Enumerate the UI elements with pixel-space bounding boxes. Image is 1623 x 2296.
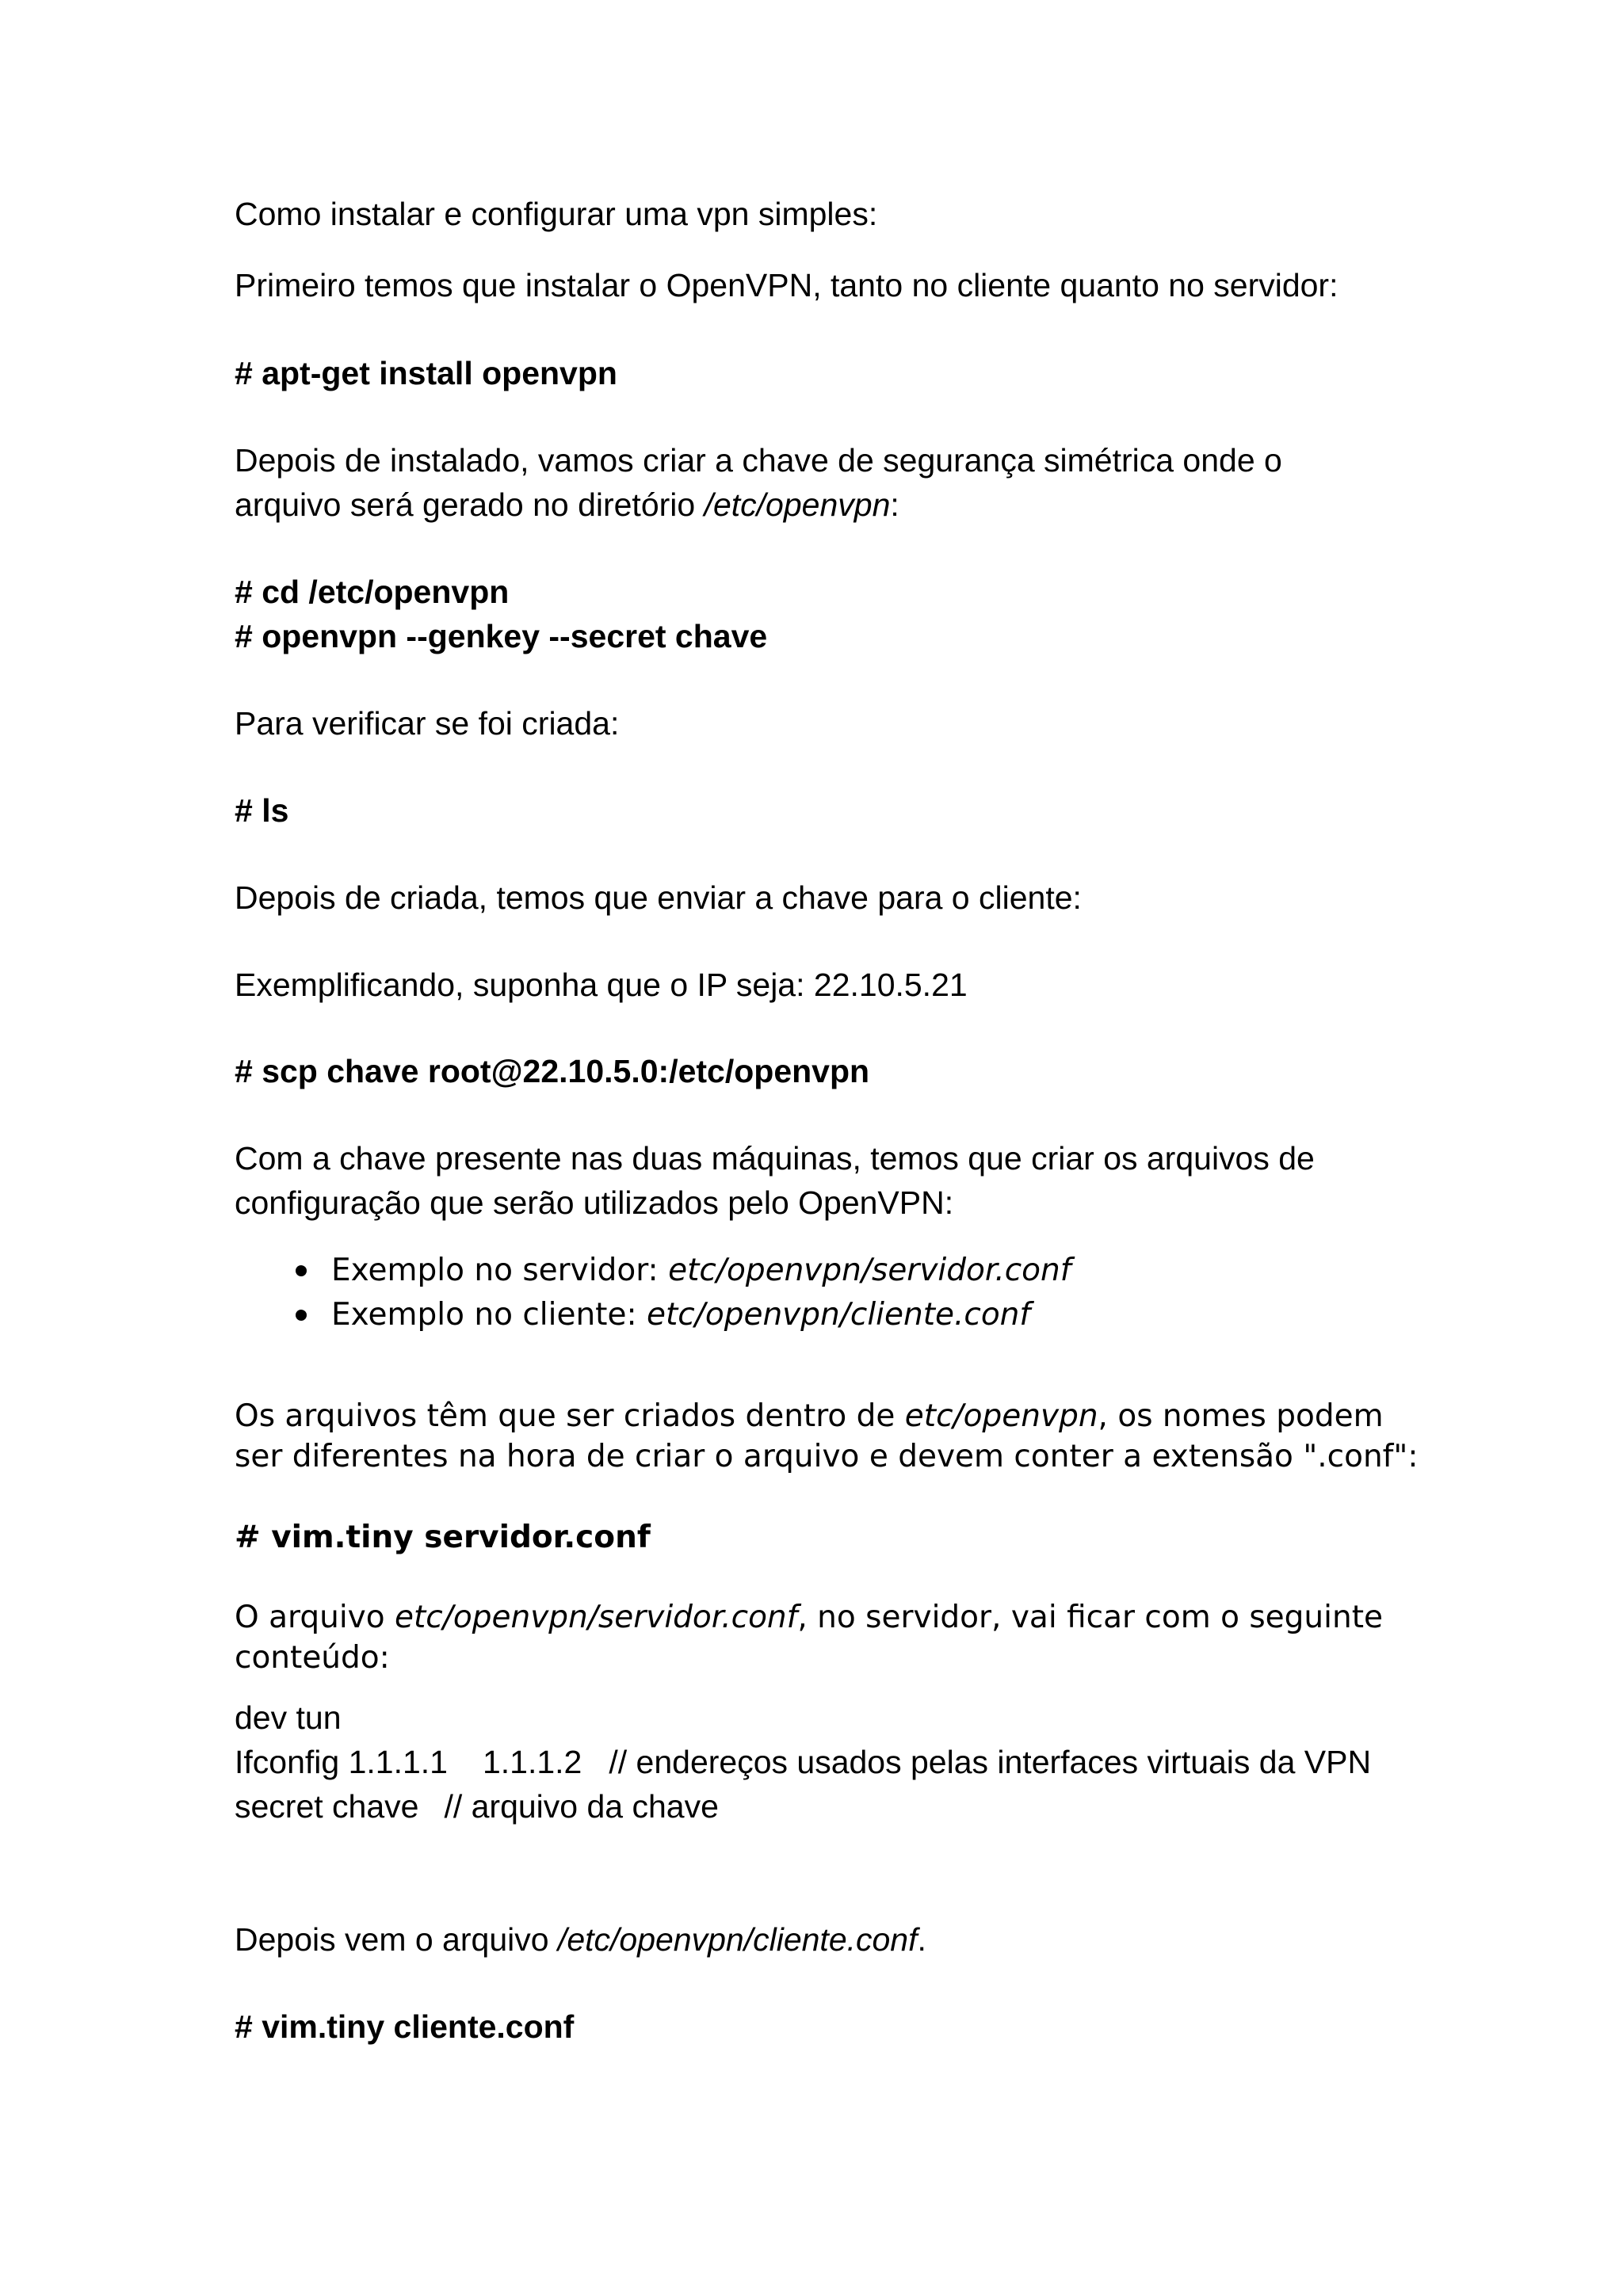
list-item-path: etc/openvpn/cliente.conf xyxy=(646,1297,1031,1333)
paragraph-files-location-line2: ser diferentes na hora de criar o arquivo e devem conter a extensão ".conf": xyxy=(235,1439,1419,1474)
paragraph-key-intro-line1: Depois de instalado, vamos criar a chave de segurança simétrica onde o xyxy=(235,442,1282,479)
paragraph-config-files-line2: configuração que serão utilizados pelo OpenVPN: xyxy=(235,1184,954,1221)
command-genkey: # openvpn --genkey --secret chave xyxy=(235,618,768,654)
paragraph-servidor-content-pre: O arquivo xyxy=(235,1600,395,1635)
paragraph-key-intro-colon: : xyxy=(890,486,899,523)
command-block-genkey xyxy=(235,570,1407,658)
doc-title: Como instalar e configurar uma vpn simples: xyxy=(235,196,878,232)
config-line-ifconfig-remote: 1.1.1.2 xyxy=(482,1744,582,1780)
path-etc-openvpn-relative: etc/openvpn xyxy=(904,1398,1098,1434)
paragraph-config-files-line1: Com a chave presente nas duas máquinas, temos que criar os arquivos de xyxy=(235,1140,1315,1177)
paragraph-config-files xyxy=(235,1136,1407,1225)
list-item xyxy=(331,1249,1071,1293)
paragraph-files-location-pre: Os arquivos têm que ser criados dentro de xyxy=(235,1398,905,1434)
paragraph-servidor-content-post: , no servidor, vai ficar com o seguinte xyxy=(797,1600,1383,1635)
paragraph-cliente-file-post: . xyxy=(917,1921,926,1958)
paragraph-servidor-content-line2: conteúdo: xyxy=(235,1640,390,1676)
bullet-icon xyxy=(296,1310,307,1321)
paragraph-send-key: Depois de criada, temos que enviar a chave para o cliente: xyxy=(235,879,1082,916)
config-servidor-content xyxy=(235,1695,1407,1829)
command-vim-cliente: # vim.tiny cliente.conf xyxy=(235,2008,575,2045)
path-etc-openvpn: /etc/openvpn xyxy=(704,486,891,523)
paragraph-key-intro-line2: arquivo será gerado no diretório xyxy=(235,486,705,523)
config-line-ifconfig: Ifconfig 1.1.1.1 xyxy=(235,1744,448,1780)
config-line-dev: dev tun xyxy=(235,1699,342,1736)
paragraph-servidor-content xyxy=(235,1597,1407,1678)
command-vim-servidor: # vim.tiny servidor.conf xyxy=(235,1520,651,1555)
path-cliente-conf: /etc/openvpn/cliente.conf xyxy=(557,1921,918,1958)
command-cd: # cd /etc/openvpn xyxy=(235,574,510,610)
command-ls: # ls xyxy=(235,792,289,829)
command-apt-get: # apt-get install openvpn xyxy=(235,355,617,391)
command-scp: # scp chave root@22.10.5.0:/etc/openvpn xyxy=(235,1053,870,1089)
config-line-ifconfig-comment: // endereços usados pelas interfaces virtuais da VPN xyxy=(609,1744,1372,1780)
paragraph-key-intro xyxy=(235,438,1407,527)
list-item-path: etc/openvpn/servidor.conf xyxy=(668,1253,1071,1288)
paragraph-files-location xyxy=(235,1396,1419,1477)
list-item xyxy=(331,1293,1030,1337)
paragraph-verify: Para verificar se foi criada: xyxy=(235,705,620,742)
paragraph-ip-example: Exemplificando, suponha que o IP seja: 22.10.5.21 xyxy=(235,967,968,1003)
paragraph-cliente-file-pre: Depois vem o arquivo xyxy=(235,1921,558,1958)
path-servidor-conf: etc/openvpn/servidor.conf xyxy=(395,1600,798,1635)
list-item-label: Exemplo no cliente: xyxy=(331,1297,647,1333)
config-line-secret: secret chave xyxy=(235,1788,419,1825)
paragraph-files-location-post: , os nomes podem xyxy=(1098,1398,1384,1434)
config-line-secret-comment: // arquivo da chave xyxy=(444,1788,719,1825)
paragraph-install-intro: Primeiro temos que instalar o OpenVPN, tanto no cliente quanto no servidor: xyxy=(235,267,1338,303)
list-item-label: Exemplo no servidor: xyxy=(331,1253,669,1288)
paragraph-cliente-file xyxy=(235,1917,1407,1962)
bullet-icon xyxy=(296,1265,307,1276)
